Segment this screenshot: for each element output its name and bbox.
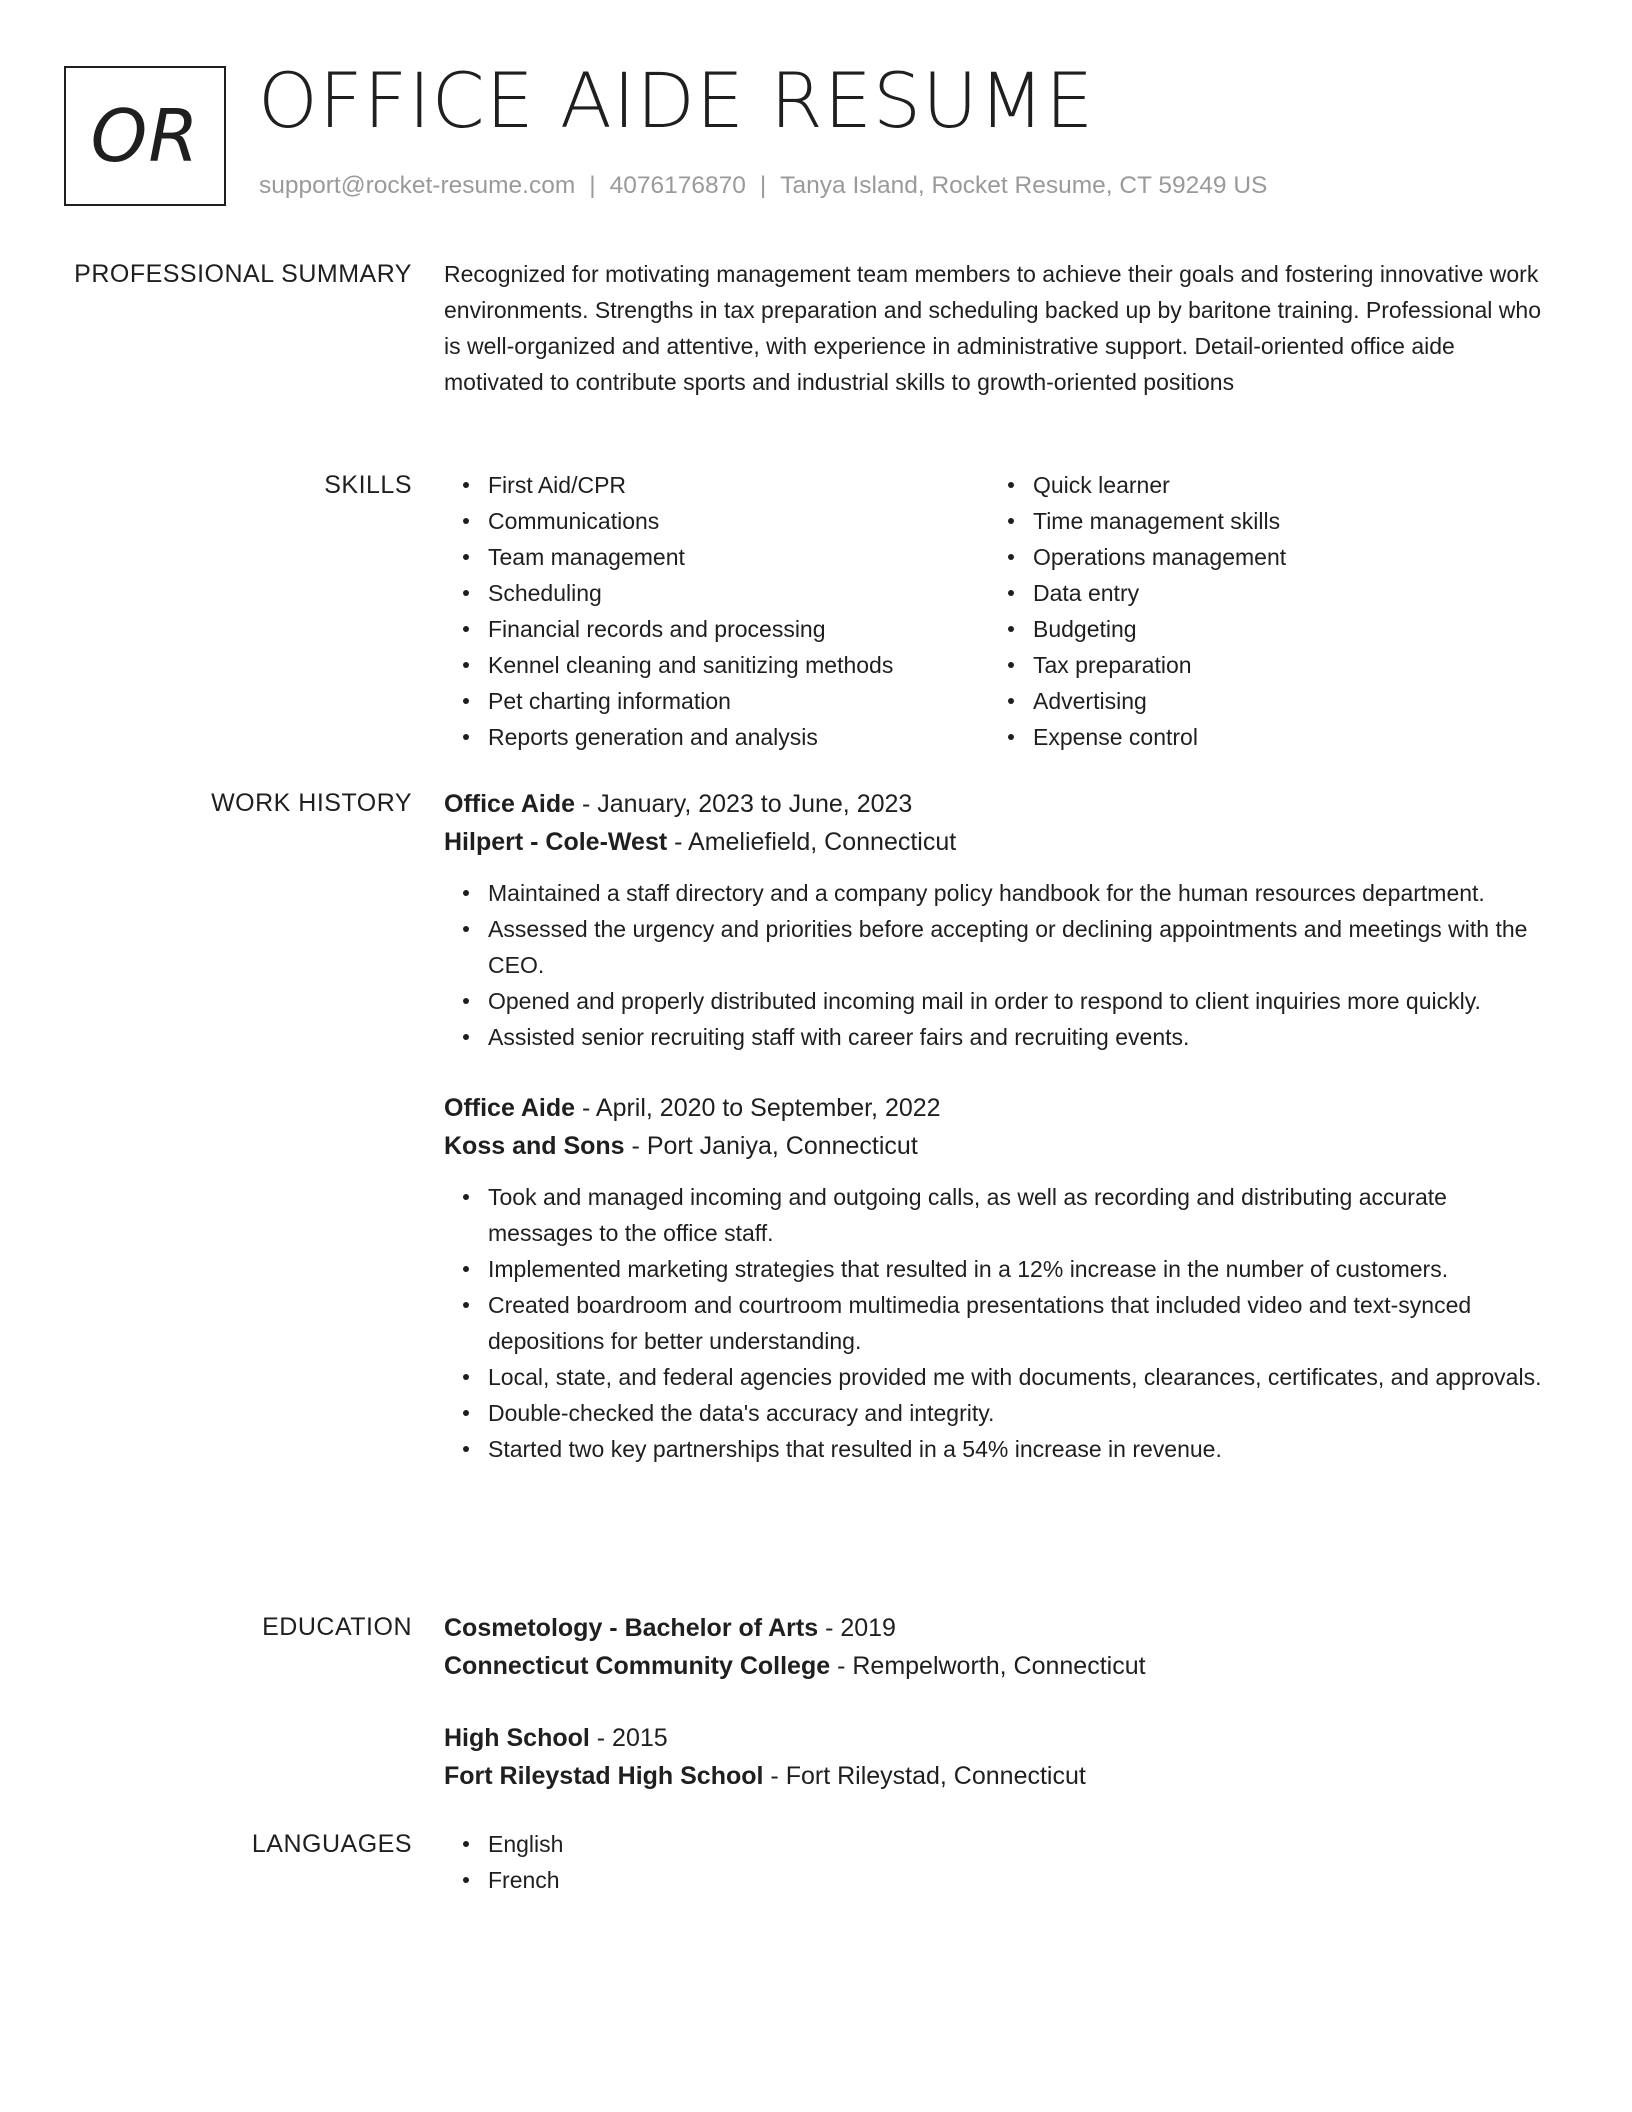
skill-item: Quick learner — [989, 467, 1534, 503]
job-dates: April, 2020 to September, 2022 — [595, 1094, 941, 1122]
job-duty: Maintained a staff directory and a company policy handbook for the human resources department. — [444, 875, 1554, 911]
job-dates: January, 2023 to June, 2023 — [597, 790, 913, 818]
skill-item: Operations management — [989, 539, 1534, 575]
contact-line — [259, 172, 1267, 200]
job-company-line — [444, 823, 1554, 861]
education-school: Connecticut Community College — [444, 1652, 831, 1680]
job-dash: - — [575, 1094, 596, 1122]
skill-item: Budgeting — [989, 611, 1534, 647]
resume-title: OFFICE AIDE RESUME — [258, 56, 1095, 145]
contact-separator: | — [589, 172, 596, 199]
monogram-box — [64, 66, 226, 206]
skills-heading: SKILLS — [324, 471, 412, 499]
education-degree-line — [444, 1719, 1554, 1757]
contact-address: Tanya Island, Rocket Resume, CT 59249 US — [780, 172, 1268, 199]
skill-item: First Aid/CPR — [444, 467, 989, 503]
education-entry — [444, 1719, 1554, 1795]
skill-item: Kennel cleaning and sanitizing methods — [444, 647, 989, 683]
skill-item: Advertising — [989, 683, 1534, 719]
education-dash: - — [589, 1724, 613, 1752]
job-title: Office Aide — [444, 1094, 576, 1122]
languages-content — [444, 1826, 1554, 1898]
job-dash: - — [624, 1132, 647, 1160]
work-history-heading: WORK HISTORY — [211, 789, 412, 817]
skill-item: Expense control — [989, 719, 1534, 755]
skills-content — [444, 467, 1554, 755]
skill-item: Financial records and processing — [444, 611, 989, 647]
skills-list-left — [444, 467, 989, 755]
job-entry — [444, 785, 1554, 1055]
skill-item: Data entry — [989, 575, 1534, 611]
monogram-initials: OR — [90, 94, 200, 178]
education-dash: - — [818, 1614, 841, 1642]
job-title-line — [444, 1089, 1554, 1127]
job-title-line — [444, 785, 1554, 823]
education-year: 2015 — [612, 1724, 668, 1752]
job-dash: - — [667, 828, 689, 856]
job-duty: Local, state, and federal agencies provided me with documents, clearances, certificates, and approvals. — [444, 1359, 1554, 1395]
job-duty: Assisted senior recruiting staff with career fairs and recruiting events. — [444, 1019, 1554, 1055]
job-duties — [444, 875, 1554, 1055]
skill-item: Time management skills — [989, 503, 1534, 539]
job-company-line — [444, 1127, 1554, 1165]
job-title: Office Aide — [444, 790, 576, 818]
skill-item: Scheduling — [444, 575, 989, 611]
education-school: Fort Rileystad High School — [444, 1762, 764, 1790]
education-degree-line — [444, 1609, 1554, 1647]
education-degree: Cosmetology - Bachelor of Arts — [444, 1614, 819, 1642]
contact-phone: 4076176870 — [609, 172, 746, 199]
job-duty: Took and managed incoming and outgoing calls, as well as recording and distributing accurate messages to the office staff. — [444, 1179, 1554, 1251]
education-entry — [444, 1609, 1554, 1685]
skills-list-right — [989, 467, 1534, 755]
education-year: 2019 — [840, 1614, 896, 1642]
skill-item: Reports generation and analysis — [444, 719, 989, 755]
job-location: Port Janiya, Connecticut — [646, 1132, 918, 1160]
contact-email: support@rocket-resume.com — [259, 172, 576, 199]
education-degree: High School — [444, 1724, 590, 1752]
job-entry — [444, 1089, 1554, 1467]
education-dash: - — [830, 1652, 853, 1680]
skill-item: Pet charting information — [444, 683, 989, 719]
summary-heading: PROFESSIONAL SUMMARY — [74, 260, 412, 288]
job-duty: Opened and properly distributed incoming mail in order to respond to client inquiries more quickly. — [444, 983, 1554, 1019]
education-content — [444, 1609, 1554, 1795]
work-history-content — [444, 785, 1554, 1467]
skill-item: Tax preparation — [989, 647, 1534, 683]
skill-item: Communications — [444, 503, 989, 539]
languages-list — [444, 1826, 1554, 1898]
summary-content — [444, 256, 1554, 400]
job-duty: Implemented marketing strategies that resulted in a 12% increase in the number of customers. — [444, 1251, 1554, 1287]
job-duty: Double-checked the data's accuracy and integrity. — [444, 1395, 1554, 1431]
education-school-line — [444, 1647, 1554, 1685]
job-company: Koss and Sons — [444, 1132, 625, 1160]
contact-separator: | — [759, 172, 767, 199]
job-duty: Started two key partnerships that resulted in a 54% increase in revenue. — [444, 1431, 1554, 1467]
education-dash: - — [763, 1762, 786, 1790]
education-school-line — [444, 1757, 1554, 1795]
education-location: Fort Rileystad, Connecticut — [785, 1762, 1086, 1790]
job-duty: Created boardroom and courtroom multimedia presentations that included video and text-synced depositions for better understanding. — [444, 1287, 1554, 1359]
education-location: Rempelworth, Connecticut — [852, 1652, 1146, 1680]
job-location: Ameliefield, Connecticut — [688, 828, 957, 856]
language-item: English — [444, 1826, 1554, 1862]
job-dash: - — [575, 790, 598, 818]
languages-heading: LANGUAGES — [251, 1830, 412, 1858]
education-heading: EDUCATION — [262, 1613, 412, 1641]
job-duties — [444, 1179, 1554, 1467]
skill-item: Team management — [444, 539, 989, 575]
summary-text: Recognized for motivating management team members to achieve their goals and fostering innovative work environments. Strengths in tax preparation and scheduling backed up by baritone training. Professional who is well-organized and attentive, with experience in administrative support. Detail-oriented office aide motivated to contribute sports and industrial skills to growth-oriented positions — [444, 261, 1542, 395]
language-item: French — [444, 1862, 1554, 1898]
job-duty: Assessed the urgency and priorities before accepting or declining appointments and meetings with the CEO. — [444, 911, 1554, 983]
job-company: Hilpert - Cole-West — [444, 828, 668, 856]
